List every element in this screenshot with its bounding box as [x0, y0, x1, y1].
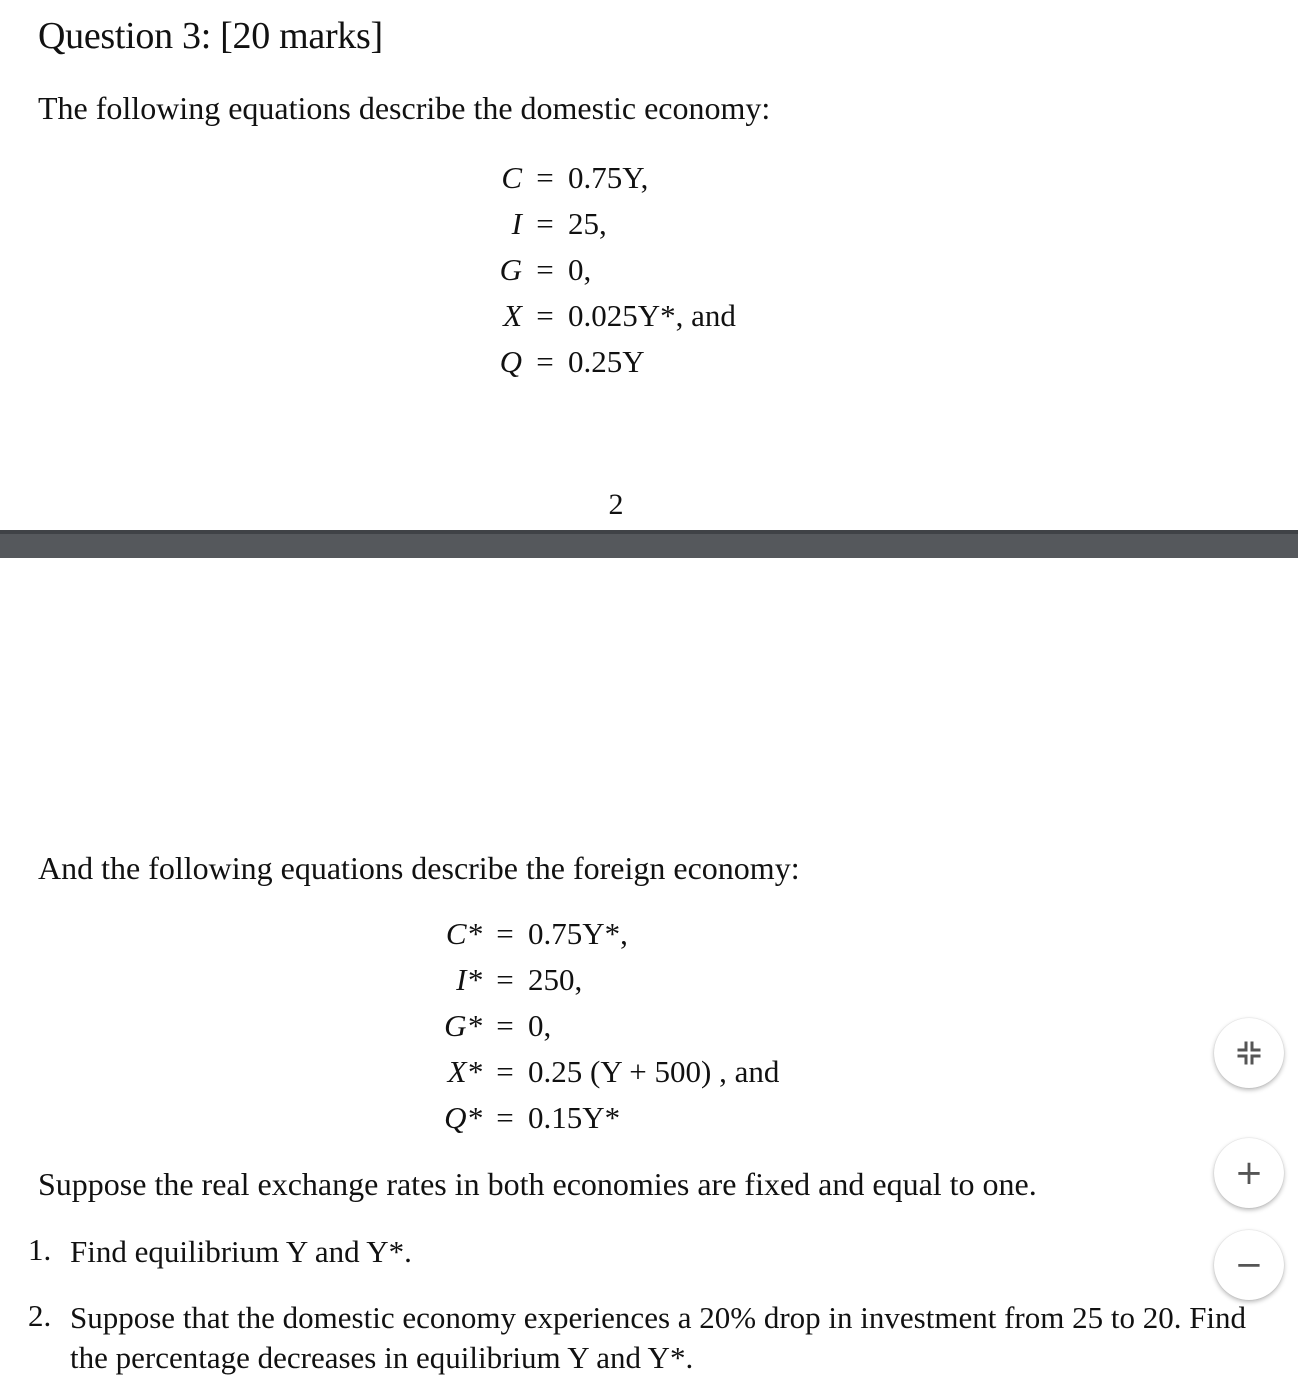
- domestic-equation-imports: Q = 0.25Y: [478, 344, 645, 380]
- equation-rhs: 0,: [568, 252, 592, 287]
- minus-icon: −: [1234, 1245, 1264, 1285]
- domestic-equation-government: G = 0,: [478, 252, 591, 288]
- zoom-in-button[interactable]: [1214, 1138, 1284, 1208]
- foreign-equation-imports: Q* = 0.15Y*: [420, 1100, 620, 1136]
- equation-rhs: 0,: [528, 1008, 552, 1043]
- equation-lhs: Q*: [444, 1100, 482, 1135]
- equation-lhs: C*: [445, 916, 482, 951]
- domestic-equation-investment: I = 25,: [478, 206, 607, 242]
- collapse-arrows-icon: [1235, 1039, 1263, 1067]
- equation-lhs: I: [511, 206, 522, 241]
- list-item-number: 1.: [28, 1232, 52, 1267]
- fit-to-page-button[interactable]: [1214, 1018, 1284, 1088]
- equation-rhs: 250,: [528, 962, 583, 997]
- equation-lhs: X: [503, 298, 522, 333]
- equation-lhs: C: [501, 160, 522, 195]
- equation-rhs: 0.75Y,: [568, 160, 649, 195]
- foreign-equation-consumption: C* = 0.75Y*,: [420, 916, 628, 952]
- equation-rhs: 0.25 (Y + 500) , and: [528, 1054, 780, 1089]
- zoom-out-button[interactable]: [1214, 1230, 1284, 1300]
- document-page-1: [0, 0, 1298, 530]
- equation-rhs: 0.15Y*: [528, 1100, 621, 1135]
- equation-rhs: 0.75Y*,: [528, 916, 628, 951]
- document-page-2: [0, 558, 1298, 1392]
- list-item: [28, 1298, 1260, 1378]
- page-number: 2: [608, 488, 624, 521]
- equation-lhs: X*: [447, 1054, 482, 1089]
- list-item-text: Find equilibrium Y and Y*.: [70, 1234, 412, 1269]
- foreign-intro: And the following equations describe the foreign economy:: [38, 850, 800, 886]
- equation-lhs: Q: [499, 344, 522, 379]
- plus-icon: +: [1234, 1153, 1264, 1193]
- equation-rhs: 0.025Y*, and: [568, 298, 736, 333]
- foreign-equation-government: G* = 0,: [420, 1008, 551, 1044]
- question-heading: Question 3: [20 marks]: [38, 15, 383, 57]
- foreign-equation-investment: I* = 250,: [420, 962, 582, 998]
- domestic-intro: The following equations describe the domestic economy:: [38, 90, 771, 126]
- list-item: [28, 1232, 1260, 1272]
- equation-rhs: 0.25Y: [568, 344, 645, 379]
- domestic-equation-consumption: C = 0.75Y,: [478, 160, 648, 196]
- equation-lhs: G: [499, 252, 522, 287]
- page-divider: [0, 530, 1298, 558]
- domestic-equation-exports: X = 0.025Y*, and: [478, 298, 736, 334]
- equation-rhs: 25,: [568, 206, 607, 241]
- list-item-text: Suppose that the domestic economy experiences a 20% drop in investment from 25 to 20. Find the percentage decreases in equilibrium Y and Y*.: [70, 1300, 1247, 1375]
- list-item-number: 2.: [28, 1298, 52, 1333]
- equation-lhs: I*: [456, 962, 482, 997]
- exchange-rate-assumption: Suppose the real exchange rates in both economies are fixed and equal to one.: [38, 1166, 1037, 1202]
- foreign-equation-exports: X* = 0.25 (Y + 500) , and: [420, 1054, 779, 1090]
- equation-lhs: G*: [444, 1008, 482, 1043]
